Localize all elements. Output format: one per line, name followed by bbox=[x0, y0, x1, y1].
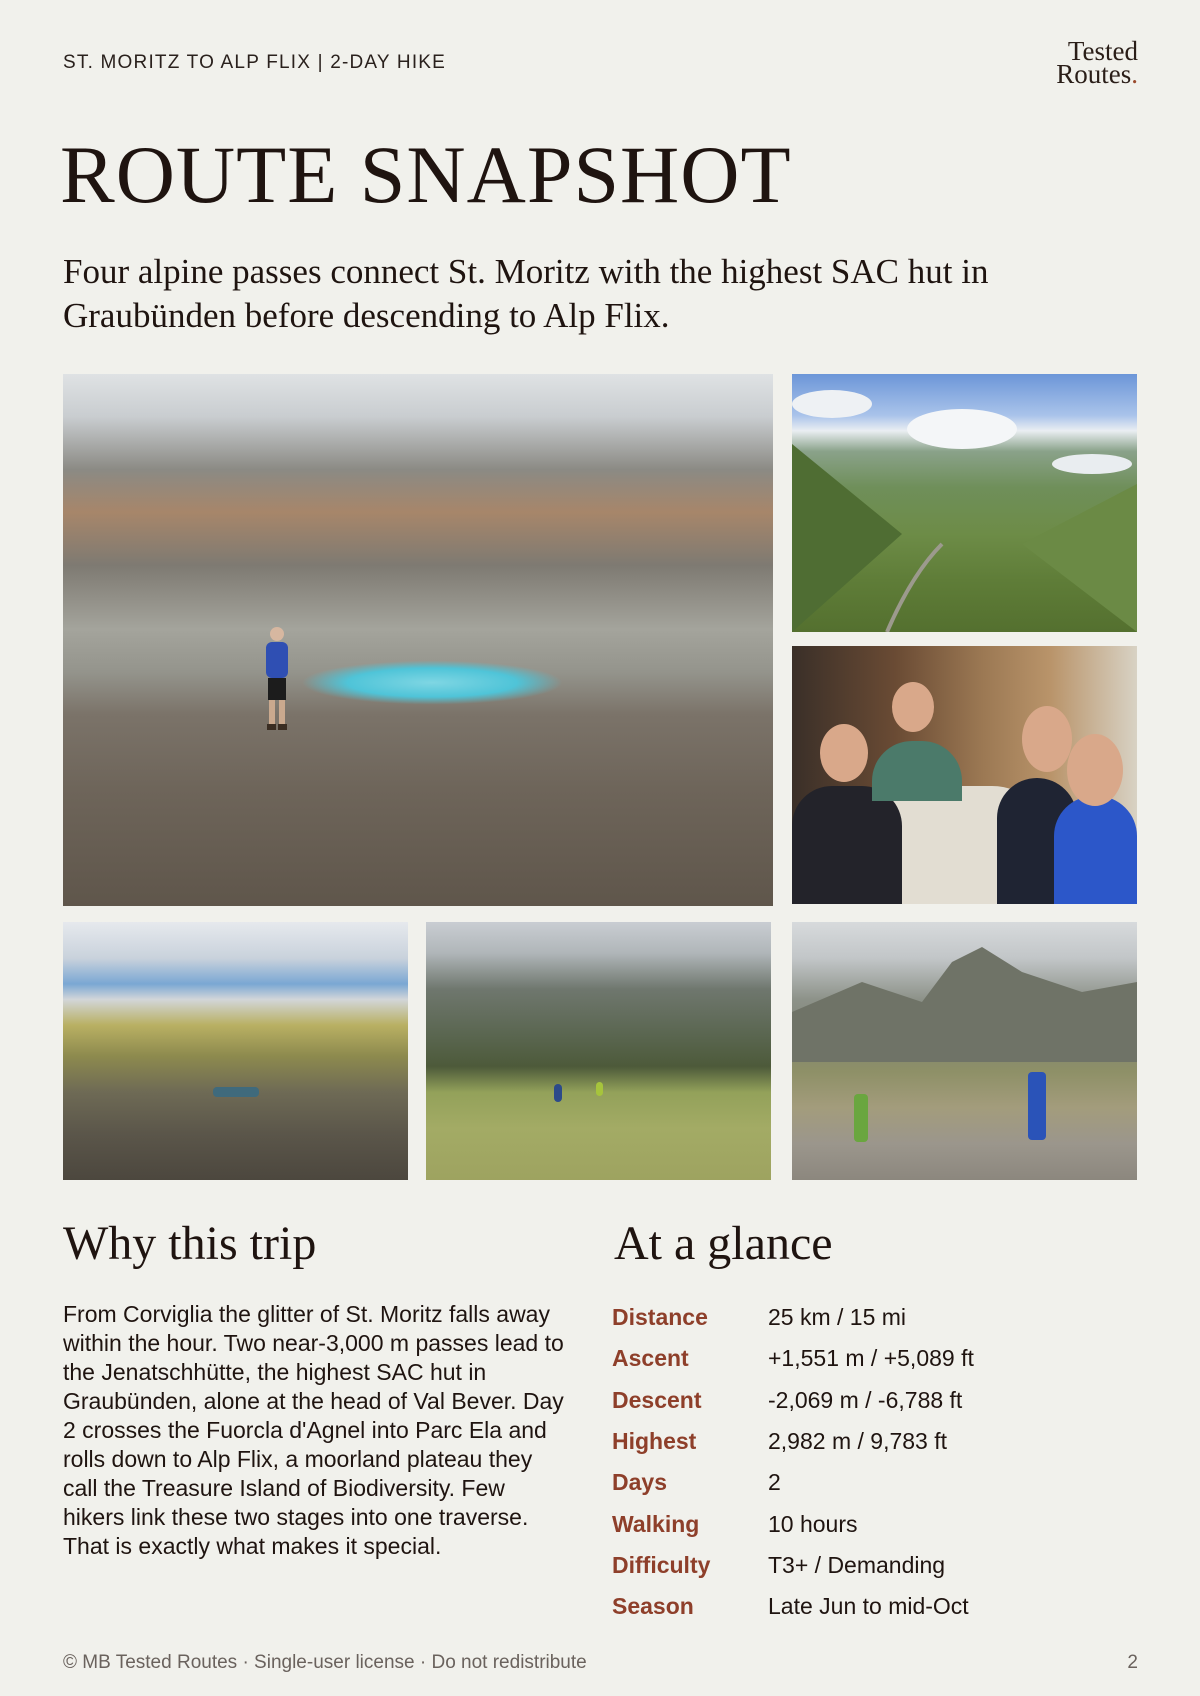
person-left bbox=[792, 786, 902, 904]
why-body: From Corviglia the glitter of St. Moritz falls away within the hour. Two near-3,000 m passes lead to the Jenatschhütte, the highest SAC hut in Graubünden, alone at the head of Val Bever. Day 2 crosses the Fuorcla d'Agnel into Parc Ela and rolls down to Alp Flix, a moorland plateau they call the Treasure Island of Biodiversity. Few hikers link these two stages into one traverse. That is exactly what makes it special. bbox=[63, 1301, 564, 1559]
glance-label: Distance bbox=[612, 1304, 708, 1331]
photo-green-valley bbox=[792, 374, 1137, 632]
photo-hikers-on-ridge bbox=[792, 922, 1137, 1180]
photo-meadow-descent bbox=[426, 922, 771, 1180]
glance-row-days bbox=[612, 1462, 1172, 1503]
footer-copyright: © MB Tested Routes · Single-user license · Do not redistribute bbox=[63, 1652, 587, 1673]
glance-value: Late Jun to mid-Oct bbox=[768, 1593, 969, 1620]
face-right bbox=[1022, 706, 1072, 772]
glance-label: Days bbox=[612, 1469, 667, 1496]
glance-value: T3+ / Demanding bbox=[768, 1551, 946, 1578]
photo-hiker-by-turquoise-lake bbox=[63, 374, 773, 906]
face-center bbox=[892, 682, 934, 732]
hiker-blue bbox=[554, 1084, 562, 1102]
glance-row-distance bbox=[612, 1297, 1172, 1338]
glance-label: Walking bbox=[612, 1510, 700, 1537]
why-heading: Why this trip bbox=[63, 1217, 317, 1270]
logo-line-1: Tested bbox=[1067, 36, 1138, 66]
glance-heading: At a glance bbox=[614, 1217, 833, 1270]
glance-label: Ascent bbox=[612, 1345, 689, 1372]
ridge-peaks-icon bbox=[792, 922, 1137, 1180]
glance-value: 25 km / 15 mi bbox=[768, 1304, 907, 1331]
glance-value: 2,982 m / 9,783 ft bbox=[768, 1428, 948, 1455]
hiker-green-jacket bbox=[854, 1094, 868, 1142]
photo-pass-with-lake bbox=[63, 922, 408, 1180]
at-a-glance-table bbox=[612, 1297, 1172, 1627]
glance-label: Descent bbox=[612, 1386, 702, 1413]
person-center bbox=[872, 741, 962, 801]
hiker-green bbox=[596, 1082, 603, 1096]
face-far-right bbox=[1067, 734, 1123, 806]
person-far-right bbox=[1054, 796, 1137, 904]
logo-dot: . bbox=[1131, 59, 1138, 89]
glance-value: 2 bbox=[768, 1469, 781, 1496]
lead-paragraph: Four alpine passes connect St. Moritz with the highest SAC hut in Graubünden before descending to Alp Flix. bbox=[63, 252, 989, 335]
page-title: ROUTE SNAPSHOT bbox=[60, 129, 792, 220]
glance-row-ascent bbox=[612, 1338, 1172, 1379]
logo-line-2 bbox=[1056, 59, 1138, 89]
glance-row-season bbox=[612, 1586, 1172, 1627]
small-lake bbox=[213, 1087, 259, 1097]
glance-value: +1,551 m / +5,089 ft bbox=[768, 1345, 974, 1372]
glance-row-walking bbox=[612, 1503, 1172, 1544]
valley-clouds-icon bbox=[792, 374, 1137, 632]
glance-value: -2,069 m / -6,788 ft bbox=[768, 1386, 963, 1413]
route-label: ST. MORITZ TO ALP FLIX | 2-DAY HIKE bbox=[63, 52, 447, 73]
glance-label: Highest bbox=[612, 1428, 697, 1455]
glance-label: Difficulty bbox=[612, 1551, 711, 1578]
page-number: 2 bbox=[1127, 1652, 1138, 1673]
logo-word: Routes bbox=[1056, 59, 1132, 89]
hiker-figure-icon bbox=[257, 624, 297, 734]
glance-label: Season bbox=[612, 1593, 694, 1620]
photo-hut-dinner bbox=[792, 646, 1137, 904]
glance-row-highest bbox=[612, 1421, 1172, 1462]
glance-row-difficulty bbox=[612, 1545, 1172, 1586]
hiker-blue-jacket bbox=[1028, 1072, 1046, 1140]
face-left bbox=[820, 724, 868, 782]
glance-value: 10 hours bbox=[768, 1510, 858, 1537]
glance-row-descent bbox=[612, 1380, 1172, 1421]
brand-logo bbox=[1056, 36, 1138, 89]
